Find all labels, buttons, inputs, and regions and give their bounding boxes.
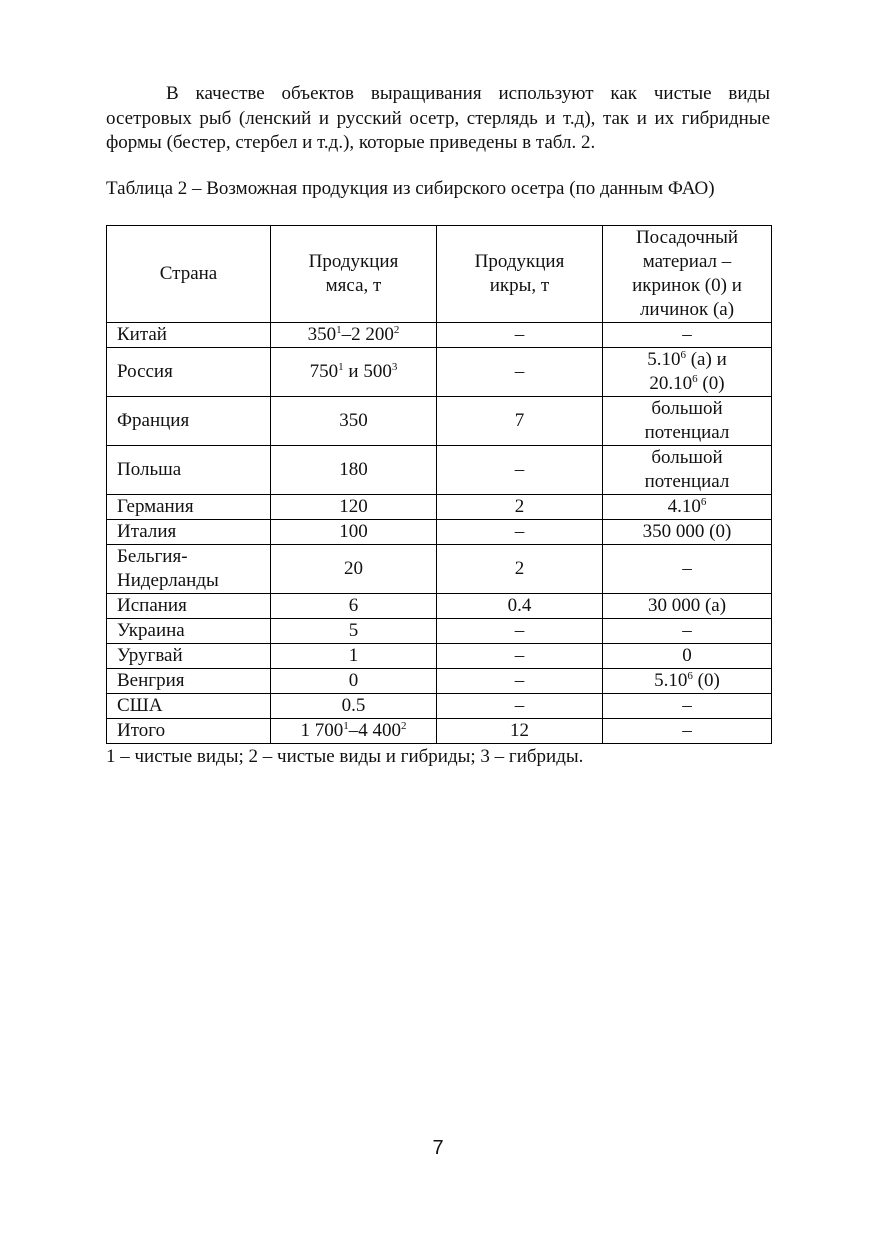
cell-text: 0 xyxy=(682,645,692,666)
cell-text: 750 xyxy=(309,361,339,382)
footnote-marker: 6 xyxy=(692,373,698,385)
table-row xyxy=(107,669,772,694)
cell-country: Италия xyxy=(107,520,271,545)
cell-text: – xyxy=(682,620,692,641)
cell-text: 1 xyxy=(348,645,359,666)
header-caviar-line: Продукция xyxy=(474,251,565,272)
cell-stock xyxy=(603,323,772,348)
cell-country: Россия xyxy=(107,348,271,397)
table-row xyxy=(107,446,772,495)
cell-text: 20 xyxy=(344,558,363,579)
table-row xyxy=(107,644,772,669)
cell-text: – xyxy=(682,558,692,579)
footnote-marker: 2 xyxy=(393,324,400,336)
table-row xyxy=(107,594,772,619)
cell-text: – xyxy=(682,324,692,345)
cell-caviar xyxy=(437,619,603,644)
cell-text: (0) xyxy=(692,670,720,691)
cell-text: 6 xyxy=(348,595,359,616)
cell-stock xyxy=(603,644,772,669)
table-body xyxy=(107,323,772,744)
footnote-marker: 1 xyxy=(338,361,344,373)
cell-text: –4 400 xyxy=(348,720,401,741)
cell-meat xyxy=(271,594,437,619)
footnote-marker: 3 xyxy=(391,361,398,373)
cell-text: потенциал xyxy=(644,471,730,492)
header-meat-line: мяса, т xyxy=(325,275,382,296)
cell-caviar xyxy=(437,545,603,594)
cell-meat xyxy=(271,619,437,644)
cell-caviar xyxy=(437,719,603,744)
cell-country: Украина xyxy=(107,619,271,644)
cell-country: Уругвай xyxy=(107,644,271,669)
production-table xyxy=(106,225,772,744)
cell-stock xyxy=(603,446,772,495)
cell-text: 0.5 xyxy=(341,695,366,716)
table-row xyxy=(107,545,772,594)
cell-text: 120 xyxy=(339,496,368,517)
cell-text: большой xyxy=(651,398,723,419)
cell-text: 4.10 xyxy=(667,496,701,517)
cell-caviar xyxy=(437,446,603,495)
cell-text: 5.10 xyxy=(647,349,681,370)
cell-stock xyxy=(603,619,772,644)
cell-caviar xyxy=(437,644,603,669)
cell-meat xyxy=(271,719,437,744)
cell-meat xyxy=(271,348,437,397)
cell-stock xyxy=(603,694,772,719)
cell-text: – xyxy=(514,459,525,480)
cell-text: – xyxy=(514,324,525,345)
cell-text: 2 xyxy=(514,496,525,517)
table-row xyxy=(107,694,772,719)
cell-text: 5.10 xyxy=(654,670,688,691)
cell-text: –2 200 xyxy=(341,324,394,345)
cell-text: – xyxy=(514,620,525,641)
cell-text: 100 xyxy=(339,521,368,542)
header-meat xyxy=(271,226,437,323)
cell-country: Германия xyxy=(107,495,271,520)
cell-text: 180 xyxy=(339,459,368,480)
cell-meat xyxy=(271,495,437,520)
table-row xyxy=(107,323,772,348)
table-row xyxy=(107,495,772,520)
cell-text: 5 xyxy=(348,620,359,641)
cell-meat xyxy=(271,669,437,694)
header-stock-line: материал – xyxy=(642,251,732,272)
cell-text: и 500 xyxy=(343,361,392,382)
cell-caviar xyxy=(437,323,603,348)
cell-country: Китай xyxy=(107,323,271,348)
header-stock-line: икринок (0) и xyxy=(632,275,742,296)
cell-text: 350 xyxy=(339,410,368,431)
footnote-marker: 6 xyxy=(700,496,707,508)
cell-meat xyxy=(271,644,437,669)
cell-stock xyxy=(603,348,772,397)
header-caviar-line: икры, т xyxy=(489,275,550,296)
cell-text: 350 xyxy=(307,324,337,345)
footnote-marker: 1 xyxy=(343,720,349,732)
header-stock-line: личинок (а) xyxy=(639,299,735,320)
cell-meat xyxy=(271,520,437,545)
cell-stock xyxy=(603,669,772,694)
cell-country: США xyxy=(107,694,271,719)
cell-text: 20.10 xyxy=(649,373,693,394)
cell-stock xyxy=(603,397,772,446)
header-stock-line: Посадочный xyxy=(635,227,739,248)
cell-stock xyxy=(603,545,772,594)
cell-caviar xyxy=(437,348,603,397)
cell-text: 1 700 xyxy=(300,720,344,741)
cell-caviar xyxy=(437,397,603,446)
table-row xyxy=(107,619,772,644)
table-row xyxy=(107,520,772,545)
cell-caviar xyxy=(437,495,603,520)
cell-text: – xyxy=(514,645,525,666)
cell-text: (а) и xyxy=(685,349,727,370)
cell-country: Итого xyxy=(107,719,271,744)
cell-caviar xyxy=(437,669,603,694)
cell-caviar xyxy=(437,694,603,719)
cell-text: – xyxy=(514,361,525,382)
table-row xyxy=(107,348,772,397)
cell-caviar xyxy=(437,594,603,619)
cell-meat xyxy=(271,323,437,348)
page-number: 7 xyxy=(432,1137,444,1159)
cell-country: Польша xyxy=(107,446,271,495)
cell-text: – xyxy=(682,720,692,741)
table-footnote: 1 – чистые виды; 2 – чистые виды и гибриды; 3 – гибриды. xyxy=(106,746,584,767)
header-meat-line: Продукция xyxy=(308,251,399,272)
cell-text: – xyxy=(682,695,692,716)
cell-text: большой xyxy=(651,447,723,468)
cell-text: 12 xyxy=(510,720,529,741)
table-header-row xyxy=(107,226,772,323)
cell-text: 0.4 xyxy=(507,595,532,616)
cell-stock xyxy=(603,520,772,545)
table-row xyxy=(107,719,772,744)
table-row xyxy=(107,397,772,446)
header-caviar xyxy=(437,226,603,323)
cell-text: – xyxy=(514,695,525,716)
cell-text: 0 xyxy=(348,670,359,691)
footnote-marker: 1 xyxy=(336,324,342,336)
cell-text: (0) xyxy=(697,373,725,394)
cell-text: – xyxy=(514,670,525,691)
cell-country: Франция xyxy=(107,397,271,446)
cell-country: Венгрия xyxy=(107,669,271,694)
body-paragraph: В качестве объектов выращивания используют как чистые виды осетровых рыб (ленский и русский осетр, стерлядь и т.д), так и их гибридные формы (бестер, стербел и т.д.), которые приведены в табл. 2. xyxy=(106,83,770,153)
cell-stock xyxy=(603,594,772,619)
cell-caviar xyxy=(437,520,603,545)
footnote-marker: 6 xyxy=(680,349,686,361)
table-caption: Таблица 2 – Возможная продукция из сибирского осетра (по данным ФАО) xyxy=(106,178,715,199)
header-stock xyxy=(603,226,772,323)
cell-meat xyxy=(271,694,437,719)
cell-meat xyxy=(271,397,437,446)
cell-text: 350 000 (0) xyxy=(642,521,732,542)
cell-country: Испания xyxy=(107,594,271,619)
footnote-marker: 6 xyxy=(687,670,693,682)
header-country: Страна xyxy=(107,226,271,323)
cell-text: потенциал xyxy=(644,422,730,443)
cell-meat xyxy=(271,446,437,495)
cell-text: 7 xyxy=(514,410,525,431)
cell-country: Бельгия- Нидерланды xyxy=(107,545,271,594)
cell-text: 2 xyxy=(514,558,525,579)
cell-meat xyxy=(271,545,437,594)
cell-stock xyxy=(603,495,772,520)
footnote-marker: 2 xyxy=(401,720,407,732)
cell-text: 30 000 (а) xyxy=(647,595,727,616)
cell-stock xyxy=(603,719,772,744)
cell-text: – xyxy=(514,521,525,542)
